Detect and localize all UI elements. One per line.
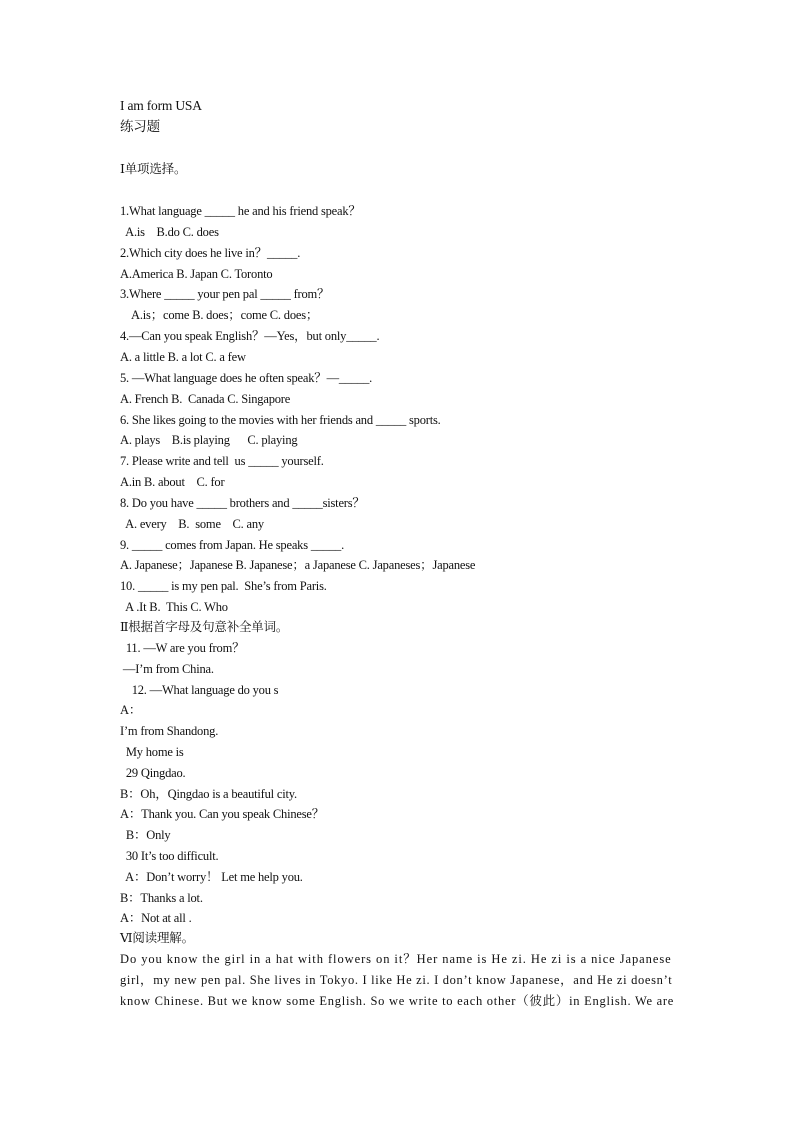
fill-line: B：Thanks a lot.: [120, 890, 203, 905]
question-line: A .It B. This C. Who: [120, 600, 228, 615]
section3-heading: Ⅵ阅读理解。: [120, 931, 194, 945]
fill-line: 11. —W are you from？: [120, 641, 245, 655]
fill-line: 29 Qingdao.: [120, 765, 186, 780]
doc-title: I am form USA: [120, 98, 202, 113]
question-line: 1.What language _____ he and his friend speak？: [120, 204, 361, 218]
question-line: A.in B. about C. for: [120, 475, 225, 490]
question-line: A.is B.do C. does: [120, 224, 219, 239]
question-line: A. French B. Canada C. Singapore: [120, 391, 291, 406]
question-line: A. every B. some C. any: [120, 516, 264, 531]
fill-line: 12. —What language do you s: [120, 682, 279, 697]
question-line: A.is；come B. does；come C. does；: [120, 308, 319, 323]
fill-line: A：Not at all .: [120, 911, 192, 926]
question-line: 6. She likes going to the movies with her friends and _____ sports.: [120, 412, 441, 427]
fill-line: A：: [120, 703, 142, 718]
question-line: A.America B. Japan C. Toronto: [120, 266, 273, 281]
question-line: 5. —What language does he often speak？—_____.: [120, 370, 373, 385]
fill-line: B：Oh，Qingdao is a beautiful city.: [120, 786, 297, 801]
question-line: A. Japanese；Japanese B. Japanese；a Japanese C. Japaneses；Japanese: [120, 558, 476, 573]
fill-line: —I’m from China.: [120, 661, 214, 676]
question-line: 9. _____ comes from Japan. He speaks _____.: [120, 537, 344, 552]
fill-line: B：Only: [120, 828, 171, 843]
question-line: A. plays B.is playing C. playing: [120, 433, 298, 448]
section2-heading: Ⅱ根据首字母及句意补全单词。: [120, 620, 289, 634]
paragraph-line: know Chinese. But we know some English. So we write to each other（彼此）in English. We are: [120, 994, 675, 1008]
question-line: 2.Which city does he live in？_____.: [120, 245, 301, 260]
fill-line: I’m from Shandong.: [120, 724, 219, 739]
question-line: A. a little B. a lot C. a few: [120, 349, 246, 364]
section1-heading: Ⅰ单项选择。: [120, 162, 187, 176]
fill-line: My home is: [120, 745, 184, 759]
question-line: 3.Where _____ your pen pal _____ from？: [120, 287, 330, 302]
fill-line: A：Thank you. Can you speak Chinese？: [120, 807, 325, 822]
question-line: 10. _____ is my pen pal. She’s from Paris.: [120, 579, 327, 594]
paragraph-line: Do you know the girl in a hat with flowers on it？Her name is He zi. He zi is a nice Japanese: [120, 952, 672, 966]
fill-line: A：Don’t worry！ Let me help you.: [120, 869, 303, 884]
paragraph-line: girl，my new pen pal. She lives in Tokyo. I like He zi. I don’t know Japanese，and He zi doesn’t: [120, 973, 673, 987]
question-line: 7. Please write and tell us _____ yourself.: [120, 454, 324, 469]
question-line: 4.—Can you speak English？—Yes，but only_____.: [120, 329, 380, 344]
fill-line: 30 It’s too difficult.: [120, 849, 219, 863]
doc-subtitle: 练习题: [120, 119, 160, 134]
question-line: 8. Do you have _____ brothers and _____sisters？: [120, 495, 365, 510]
